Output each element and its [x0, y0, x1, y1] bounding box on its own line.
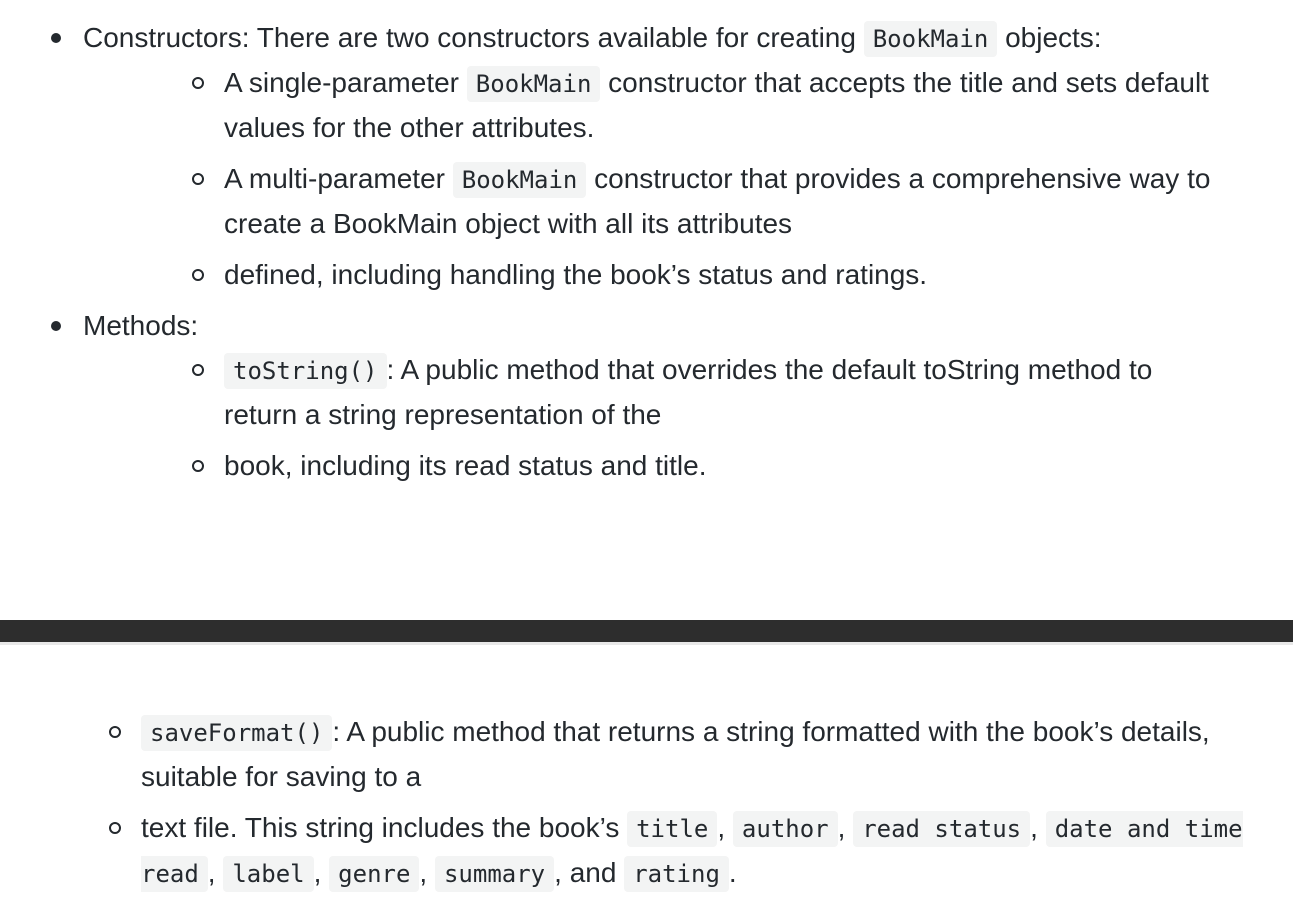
code-bookmain: BookMain: [467, 66, 601, 102]
defined-text: defined, including handling the book’s status and ratings.: [224, 259, 928, 290]
tostring-suffix: : A public method that overrides the default toString method to return a string representation of the: [224, 354, 1153, 430]
code-tostring: toString(): [224, 353, 387, 389]
single-param-suffix: constructor that accepts the title and sets default values for the other attributes.: [224, 67, 1209, 143]
list-item-defined: [83, 253, 1263, 297]
separator: ,: [717, 812, 733, 843]
bullet-circle: [109, 822, 121, 834]
list-item-constructors: [0, 16, 1293, 297]
bullet-disc: [51, 321, 61, 331]
code-rating: rating: [624, 856, 729, 892]
sentence-end: .: [728, 857, 737, 888]
saveformat-suffix: : A public method that returns a string formatted with the book’s details, suitable for saving to a: [141, 716, 1210, 792]
list-item-saveformat: [0, 710, 1293, 799]
code-date-time-read: date and time read: [141, 811, 1243, 892]
separator: ,: [207, 857, 224, 888]
bullet-circle: [192, 173, 204, 185]
code-genre: genre: [329, 856, 419, 892]
code-saveformat: saveFormat(): [141, 715, 332, 751]
list-item-single-param: [83, 61, 1263, 150]
bullet-circle: [192, 269, 204, 281]
separator: ,: [837, 812, 854, 843]
page-break-divider: [0, 620, 1293, 642]
list-item-tostring: [83, 348, 1263, 437]
top-bullet-list: [0, 16, 1293, 488]
constructors-sublist: [83, 61, 1263, 297]
bullet-circle: [109, 726, 121, 738]
text-file-prefix: text file. This string includes the book’s: [141, 812, 628, 843]
code-bookmain: BookMain: [453, 162, 587, 198]
code-label: label: [223, 856, 313, 892]
and-separator: , and: [554, 857, 625, 888]
book-status-text: book, including its read status and title.: [224, 450, 707, 481]
bullet-disc: [51, 33, 61, 43]
code-bookmain: BookMain: [864, 21, 998, 57]
multi-param-suffix: constructor that provides a comprehensive way to create a BookMain object with all its attributes: [224, 163, 1211, 239]
methods-sublist: [83, 348, 1263, 488]
separator: ,: [1030, 812, 1046, 843]
bullet-circle: [192, 77, 204, 89]
separator: ,: [419, 857, 435, 888]
separator: ,: [313, 857, 330, 888]
single-param-prefix: A single-parameter: [224, 67, 467, 98]
code-title: title: [627, 811, 717, 847]
constructors-suffix: objects:: [997, 22, 1102, 53]
bullet-circle: [192, 460, 204, 472]
list-item-multi-param: [83, 157, 1263, 246]
bullet-circle: [192, 364, 204, 376]
page-break-shadow: [0, 642, 1293, 645]
list-item-text-file: [0, 806, 1293, 896]
code-read-status: read status: [853, 811, 1030, 847]
list-item-methods: [0, 304, 1293, 488]
bottom-bullet-list: [0, 710, 1293, 896]
code-author: author: [733, 811, 838, 847]
methods-label: Methods:: [83, 310, 199, 341]
list-item-book-status: [83, 444, 1263, 488]
multi-param-prefix: A multi-parameter: [224, 163, 453, 194]
code-summary: summary: [435, 856, 554, 892]
constructors-prefix: Constructors: There are two constructors available for creating: [83, 22, 864, 53]
